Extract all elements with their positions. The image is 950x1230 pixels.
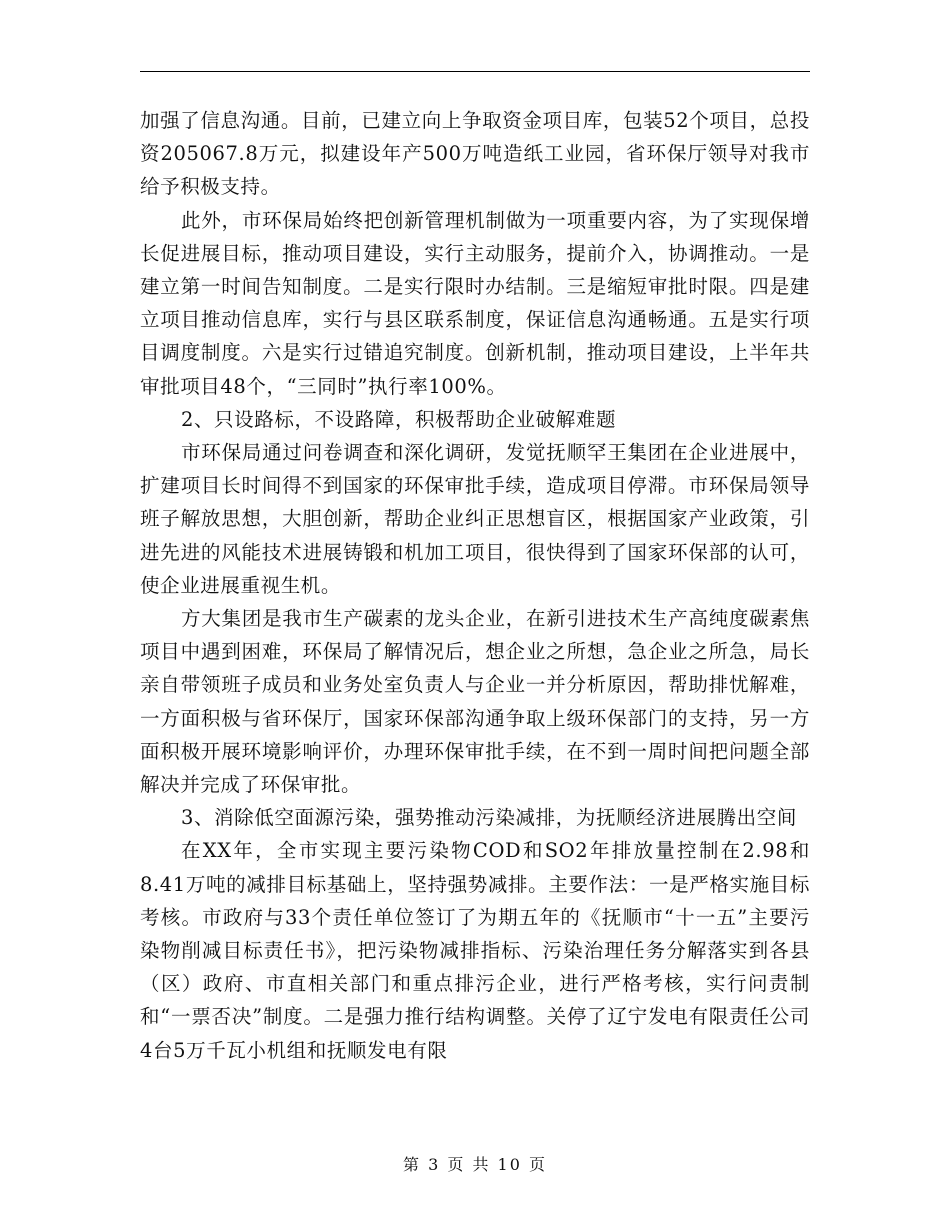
- paragraph-5: 在XX年，全市实现主要污染物COD和SO2年排放量控制在2.98和8.41万吨的减排目标基础上，坚持强势减排。主要作法：一是严格实施目标考核。市政府与33个责任单位签订了为期五年的《抚顺市“十一五”主要污染物削减目标责任书》，把污染物减排指标、污染治理任务分解落实到各县（区）政府、市直相关部门和重点排污企业，进行严格考核，实行问责制和“一票否决”制度。二是强力推行结构调整。关停了辽宁发电有限责任公司4台5万千瓦小机组和抚顺发电有限: [140, 839, 810, 1062]
- header-rule: [140, 71, 810, 72]
- paragraph-2: 此外，市环保局始终把创新管理机制做为一项重要内容，为了实现保增长促进展目标，推动项目建设，实行主动服务，提前介入，协调推动。一是建立第一时间告知制度。二是实行限时办结制。三是缩短审批时限。四是建立项目推动信息库，实行与县区联系制度，保证信息沟通畅通。五是实行项目调度制度。六是实行过错追究制度。创新机制，推动项目建设，上半年共审批项目48个，“三同时”执行率100%。: [140, 208, 810, 398]
- body-text: [140, 104, 810, 1067]
- page-number: 第 3 页 共 10 页: [403, 1155, 547, 1174]
- paragraph-3: 市环保局通过问卷调查和深化调研，发觉抚顺罕王集团在企业进展中，扩建项目长时间得不到国家的环保审批手续，造成项目停滞。市环保局领导班子解放思想，大胆创新，帮助企业纠正思想盲区，根据国家产业政策，引进先进的风能技术进展铸锻和机加工项目，很快得到了国家环保部的认可，使企业进展重视生机。: [140, 441, 810, 597]
- paragraph-1: 加强了信息沟通。目前，已建立向上争取资金项目库，包装52个项目，总投资205067.8万元，拟建设年产500万吨造纸工业园，省环保厅领导对我市给予积极支持。: [140, 109, 810, 199]
- section-heading-2: 2、只设路标，不设路障，积极帮助企业破解难题: [180, 407, 617, 431]
- paragraph-4: 方大集团是我市生产碳素的龙头企业，在新引进技术生产高纯度碳素焦项目中遇到困难，环保局了解情况后，想企业之所想，急企业之所急，局长亲自带领班子成员和业务处室负责人与企业一并分析原因，帮助排忧解难，一方面积极与省环保厅，国家环保部沟通争取上级环保部门的支持，另一方面积极开展环境影响评价，办理环保审批手续，在不到一周时间把问题全部解决并完成了环保审批。: [140, 607, 810, 797]
- section-heading-3: 3、消除低空面源污染，强势推动污染减排，为抚顺经济进展腾出空间: [180, 806, 797, 830]
